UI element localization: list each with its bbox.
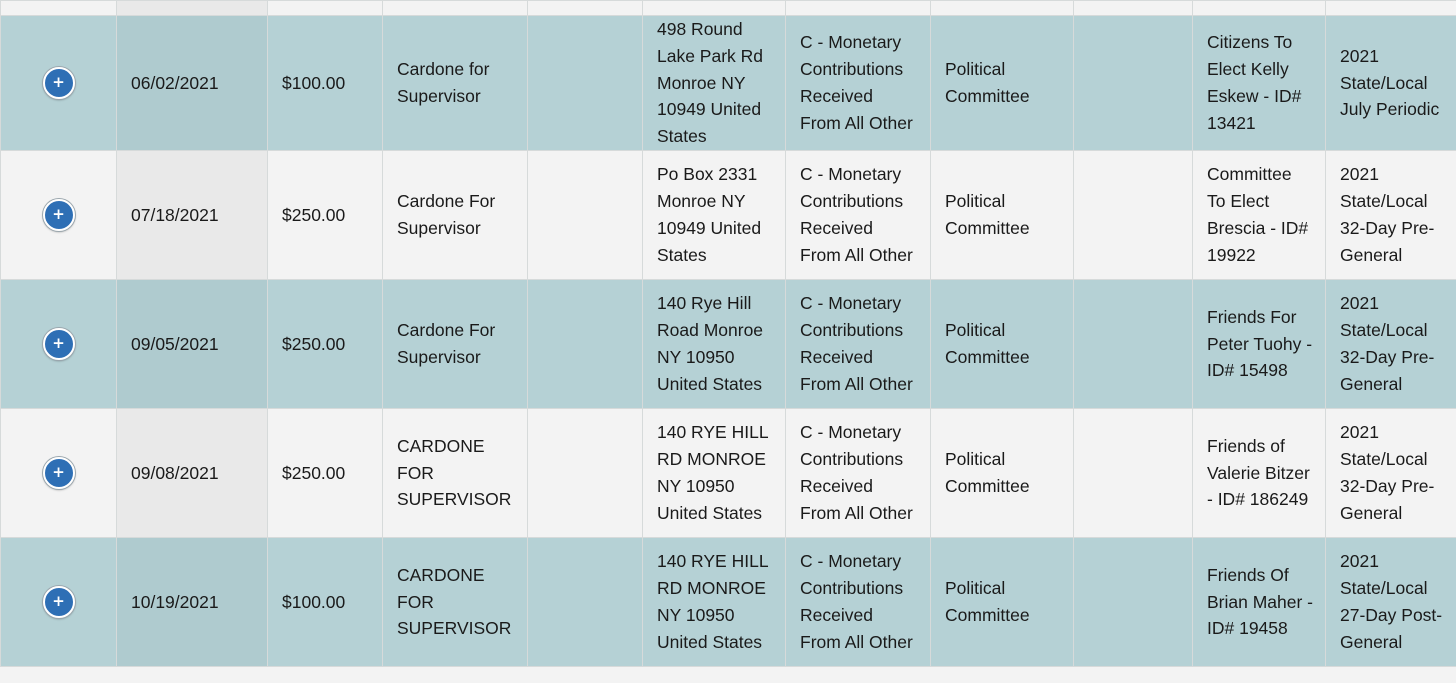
empty-cell [528,16,643,151]
plus-circle-icon[interactable]: + [43,67,75,99]
contributor-type-cell: Political Committee [931,408,1074,537]
cell [1326,1,1456,16]
report-cell: 2021 State/Local July Periodic [1326,16,1456,151]
expand-cell [1,279,117,408]
report-cell: 2021 State/Local 32-Day Pre-General [1326,408,1456,537]
table-row [1,537,1456,666]
recipient-cell: Committee To Elect Brescia - ID# 19922 [1193,150,1326,279]
expand-cell [1,537,117,666]
cell [786,1,931,16]
amount-cell: $100.00 [268,16,383,151]
plus-circle-icon[interactable]: + [43,199,75,231]
address-cell: 140 RYE HILL RD MONROE NY 10950 United States [643,408,786,537]
contributor-type-cell: Political Committee [931,150,1074,279]
transaction-type-cell: C - Monetary Contributions Received From All Other [786,150,931,279]
cell [931,1,1074,16]
cell [1,1,117,16]
date-cell: 07/18/2021 [117,150,268,279]
address-cell: 498 Round Lake Park Rd Monroe NY 10949 United States [643,16,786,151]
cell [643,1,786,16]
table-row-partial [1,1,1456,16]
plus-circle-icon[interactable]: + [43,328,75,360]
contributor-cell: Cardone for Supervisor [383,16,528,151]
transaction-type-cell: C - Monetary Contributions Received From All Other [786,279,931,408]
cell [1074,1,1193,16]
contributor-type-cell: Political Committee [931,279,1074,408]
table-row [1,279,1456,408]
empty-cell [1074,150,1193,279]
report-cell: 2021 State/Local 32-Day Pre-General [1326,279,1456,408]
contributor-cell: CARDONE FOR SUPERVISOR [383,408,528,537]
empty-cell [528,537,643,666]
report-cell: 2021 State/Local 27-Day Post-General [1326,537,1456,666]
contributor-cell: Cardone For Supervisor [383,150,528,279]
plus-circle-icon[interactable]: + [43,457,75,489]
recipient-cell: Friends Of Brian Maher - ID# 19458 [1193,537,1326,666]
empty-cell [528,408,643,537]
table-row [1,408,1456,537]
amount-cell: $250.00 [268,408,383,537]
address-cell: Po Box 2331 Monroe NY 10949 United States [643,150,786,279]
empty-cell [1074,408,1193,537]
date-cell: 10/19/2021 [117,537,268,666]
recipient-cell: Friends For Peter Tuohy - ID# 15498 [1193,279,1326,408]
amount-cell: $100.00 [268,537,383,666]
transaction-type-cell: C - Monetary Contributions Received From All Other [786,537,931,666]
expand-cell [1,16,117,151]
empty-cell [528,150,643,279]
cell [528,1,643,16]
empty-cell [1074,537,1193,666]
cell [1193,1,1326,16]
cell [268,1,383,16]
date-cell: 09/08/2021 [117,408,268,537]
date-cell: 06/02/2021 [117,16,268,151]
transaction-type-cell: C - Monetary Contributions Received From All Other [786,408,931,537]
amount-cell: $250.00 [268,279,383,408]
transaction-type-cell: C - Monetary Contributions Received From All Other [786,16,931,151]
report-cell: 2021 State/Local 32-Day Pre-General [1326,150,1456,279]
address-cell: 140 RYE HILL RD MONROE NY 10950 United States [643,537,786,666]
contributor-type-cell: Political Committee [931,537,1074,666]
empty-cell [1074,16,1193,151]
cell [383,1,528,16]
empty-cell [528,279,643,408]
table-row [1,16,1456,151]
recipient-cell: Friends of Valerie Bitzer - ID# 186249 [1193,408,1326,537]
contributor-cell: CARDONE FOR SUPERVISOR [383,537,528,666]
plus-circle-icon[interactable]: + [43,586,75,618]
table-row [1,150,1456,279]
date-cell: 09/05/2021 [117,279,268,408]
contributor-cell: Cardone For Supervisor [383,279,528,408]
cell [117,1,268,16]
amount-cell: $250.00 [268,150,383,279]
contributor-type-cell: Political Committee [931,16,1074,151]
empty-cell [1074,279,1193,408]
address-cell: 140 Rye Hill Road Monroe NY 10950 United States [643,279,786,408]
recipient-cell: Citizens To Elect Kelly Eskew - ID# 13421 [1193,16,1326,151]
expand-cell [1,150,117,279]
expand-cell [1,408,117,537]
